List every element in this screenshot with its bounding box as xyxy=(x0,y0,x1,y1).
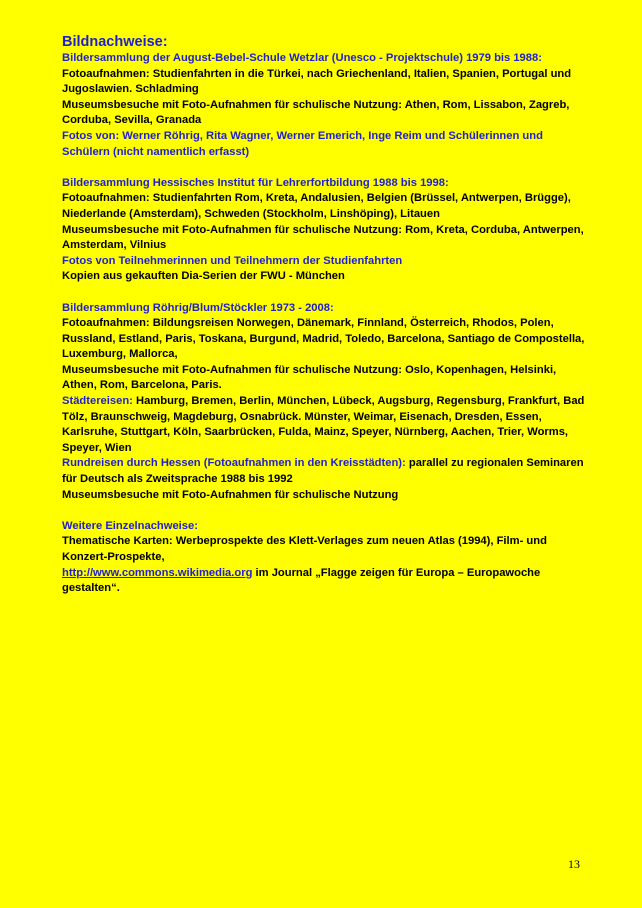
section-line: Museumsbesuche mit Foto-Aufnahmen für schulische Nutzung: Oslo, Kopenhagen, Helsinki, Athen, Rom, Barcelona, Paris. xyxy=(62,363,557,392)
document-body xyxy=(62,33,592,612)
city-trips-text: Hamburg, Bremen, Berlin, München, Lübeck, Augsburg, Regensburg, Frankfurt, Bad Tölz, Braunschweig, Magdeburg, Osnabrück. Münster, Weimar, Eisenach, Dresden, Essen, Karlsruhe, Stuttgart, Köln, Saarbrücken, Fulda, Mainz, Speyer, Nürnberg, Aachen, Trier, Worms, Speyer, Wien xyxy=(62,395,585,454)
section-line: Museumsbesuche mit Foto-Aufnahmen für schulische Nutzung: Athen, Rom, Lissabon, Zagreb, Corduba, Sevilla, Granada xyxy=(62,98,570,127)
section-title: Bildersammlung Hessisches Institut für Lehrerfortbildung 1988 bis 1998: xyxy=(62,176,449,189)
section-line: Fotoaufnahmen: Bildungsreisen Norwegen, Dänemark, Finnland, Österreich, Rhodos, Polen, Russland, Estland, Paris, Toskana, Burgund, Madrid, Toledo, Barcelona, Santiago de Compostella, Luxemburg, Mallorca, xyxy=(62,317,585,361)
section-roehrig-blum-stoeckler xyxy=(62,301,592,504)
section-line: Museumsbesuche mit Foto-Aufnahmen für schulische Nutzung: Rom, Kreta, Corduba, Antwerpen, Amsterdam, Vilnius xyxy=(62,223,584,252)
section-line: Museumsbesuche mit Foto-Aufnahmen für schulische Nutzung xyxy=(62,488,399,501)
wikimedia-link[interactable]: http://www.commons.wikimedia.org xyxy=(62,566,253,579)
page-heading: Bildnachweise: xyxy=(62,34,168,50)
page-number: 13 xyxy=(568,857,580,871)
section-title: Bildersammlung der August-Bebel-Schule Wetzlar (Unesco - Projektschule) 1979 bis 1988: xyxy=(62,52,542,64)
section-line: Thematische Karten: Werbeprospekte des Klett-Verlages zum neuen Atlas (1994), Film- und Konzert-Prospekte, xyxy=(62,535,547,563)
city-trips-label: Städtereisen: xyxy=(62,395,133,408)
section-line-link xyxy=(62,566,592,597)
section-line-participants: Fotos von Teilnehmerinnen und Teilnehmern der Studienfahrten xyxy=(62,254,403,267)
section-hilf xyxy=(62,176,592,285)
section-further-references xyxy=(62,519,592,597)
section-title: Bildersammlung Röhrig/Blum/Stöckler 1973 - 2008: xyxy=(62,301,334,314)
journal-text: im Journal „Flagge zeigen für Europa – Europawoche gestalten“. xyxy=(62,566,541,595)
section-line-photographers: Fotos von: Werner Röhrig, Rita Wagner, Werner Emerich, Inge Reim und Schülerinnen und Schülern (nicht namentlich erfasst) xyxy=(62,129,543,158)
section-line-hessen-tours xyxy=(62,456,592,487)
section-line: Kopien aus gekauften Dia-Serien der FWU - München xyxy=(62,270,345,283)
hessen-tours-text: parallel zu regionalen Seminaren für Deutsch als Zweitsprache 1988 bis 1992 xyxy=(62,457,584,486)
section-line-city-trips xyxy=(62,394,592,456)
section-line: Fotoaufnahmen: Studienfahrten in die Türkei, nach Griechenland, Italien, Spanien, Portugal und Jugoslawien. Schladming xyxy=(62,67,572,96)
section-title: Weitere Einzelnachweise: xyxy=(62,519,198,532)
section-abs-wetzlar xyxy=(62,51,592,160)
section-line: Fotoaufnahmen: Studienfahrten Rom, Kreta, Andalusien, Belgien (Brüssel, Antwerpen, Brügge), Niederlande (Amsterdam), Schweden (Stockholm, Linshöping), Litauen xyxy=(62,192,571,220)
hessen-tours-label: Rundreisen durch Hessen (Fotoaufnahmen in den Kreisstädten): xyxy=(62,457,406,470)
